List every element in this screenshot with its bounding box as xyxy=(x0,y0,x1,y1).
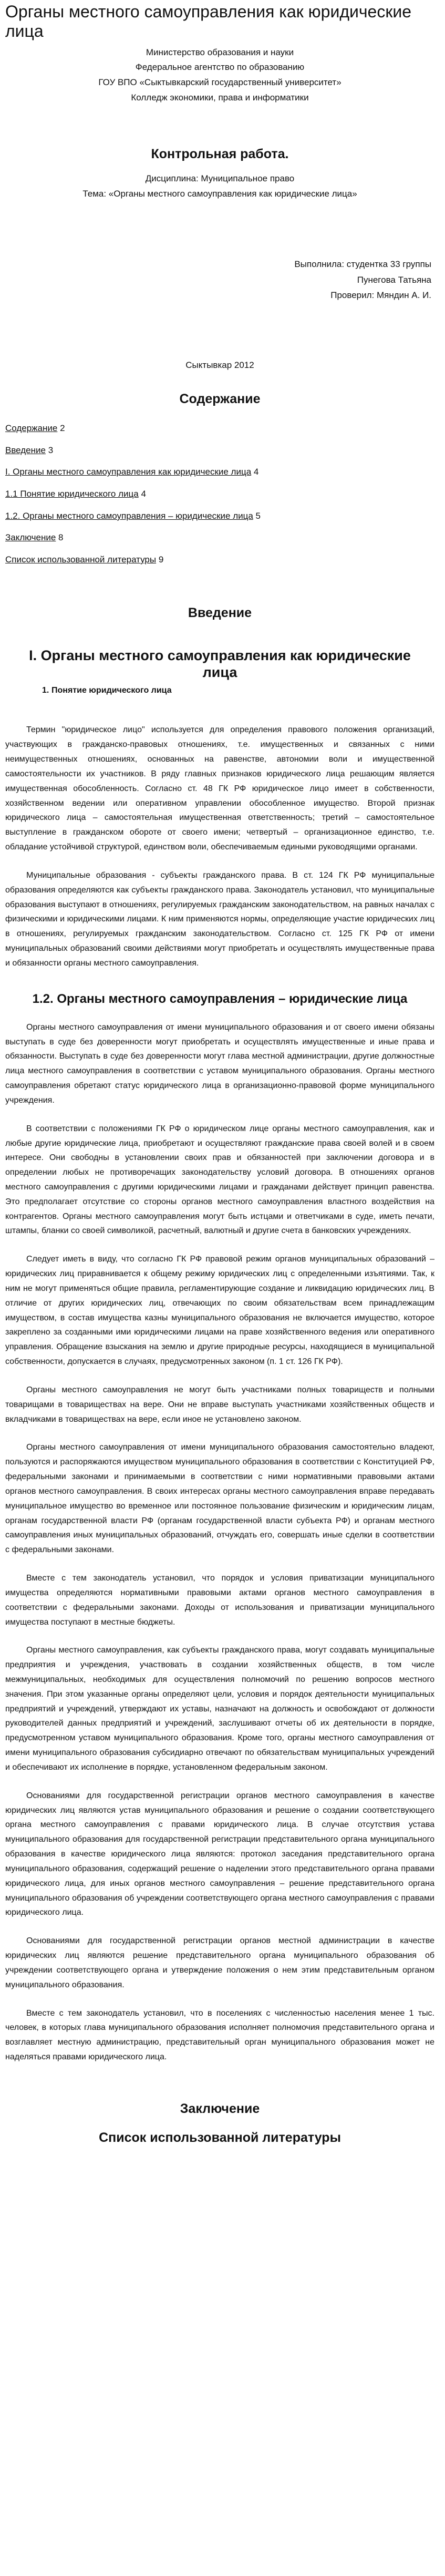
paragraph: Вместе с тем законодатель установил, что в поселениях с численностью населения менее 1 тыс. человек, в которых глава муниципального образования исполняет полномочия представительного органа и возглавляет местную администрацию, представительный орган муниципального образования может не наделяться правами юридического лица. xyxy=(5,2008,434,2062)
section-1-1-number: 1. xyxy=(42,686,49,695)
paragraph: Органы местного самоуправления не могут быть участниками полных товариществ и полными товарищами в товариществах на вере. Они не вправе выступать участниками хозяйственных обществ и вкладчиками в товариществах на вере, если иное не установлено законом. xyxy=(5,1385,434,1424)
toc-page: 2 xyxy=(57,423,65,434)
paragraph: В соответствии с положениями ГК РФ о юридическом лице органы местного самоуправления, как и любые другие юридические лица, приобретают и осуществляют гражданские права своей волей и в своем интересе. Они свободны в установлении своих прав и обязанностей при заключении договора и в определении любых не противоречащих законодательству условий договора. В отношениях органов местного самоуправления с другими юридическими лицами и гражданами действует принцип равенства. Это предполагает отсутствие со стороны органов местного самоуправления властного воздействия на контрагентов. Органы местного самоуправления могут быть истцами и ответчиками в суде, иметь печати, штампы, бланки со своей символикой, расчетный, валютный и другие счета в банковских учреждениях. xyxy=(5,1124,434,1236)
paragraph: Термин "юридическое лицо" используется для определения правового положения организаций, участвующих в гражданско-правовых отношениях, т.е. имущественных и связанных с ними неимущественных отношениях, основанных на равенстве, автономии воли и имущественной самостоятельности их участников. В ряду главных признаков юридического лица решающим является имущественная обособленность. Согласно ст. 48 ГК РФ юридическое лицо имеет в собственности, хозяйственном ведении или оперативном управлении обособленное имущество. Второй признак юридического лица – самостоятельная имущественная ответственность; третий – самостоятельное выступление в гражданском обороте от своего имени; четвертый – организационное единство, т.е. обладание устойчивой структурой, единством воли, обеспечиваемым едиными руководящими органами. xyxy=(5,725,434,852)
literature-heading: Список использованной литературы xyxy=(99,2130,341,2145)
toc-link[interactable]: Содержание xyxy=(5,423,58,434)
conclusion-heading: Заключение xyxy=(180,2101,260,2116)
toc-entry xyxy=(5,439,434,461)
toc-link[interactable]: Заключение xyxy=(5,532,56,543)
cover-line-agency: Федеральное агентство по образованию xyxy=(135,62,305,73)
toc-link[interactable]: Введение xyxy=(5,445,46,455)
toc-link[interactable]: Список использованной литературы xyxy=(5,555,157,565)
cover-executor xyxy=(5,256,434,303)
cover-city-year: Сыктывкар 2012 xyxy=(185,360,254,371)
intro-heading: Введение xyxy=(188,605,252,620)
section-1-2-body xyxy=(5,1020,434,2065)
paragraph: Органы местного самоуправления от имени муниципального образования самостоятельно владеют, пользуются и распоряжаются имуществом муниципального образования в соответствии с Конституцией РФ, федеральными законами и принимаемыми в соответствии с ними нормативными правовыми актами органов местного самоуправления. В своих интересах органы местного самоуправления вправе передавать муниципальное имущество во временное или постоянное пользование физическим и юридическим лицам, органам государственной власти РФ (органам государственной власти субъекта РФ) и органам местного самоуправления иных муниципальных образований, отчуждать его, совершать иные сделки в соответствии с федеральными законами. xyxy=(5,1443,434,1555)
table-of-contents xyxy=(5,417,434,570)
section-1-1-body xyxy=(5,723,434,970)
toc-link[interactable]: I. Органы местного самоуправления как юридические лица xyxy=(5,467,252,477)
chapter-1-heading: I. Органы местного самоуправления как юридические лица xyxy=(29,647,411,681)
section-1-1-title: Понятие юридического лица xyxy=(51,686,172,695)
document-title: Органы местного самоуправления как юридические лица xyxy=(5,2,411,40)
cover-topic: Тема: «Органы местного самоуправления как юридические лица» xyxy=(82,189,357,199)
paragraph: Органы местного самоуправления, как субъекты гражданского права, могут создавать муниципальные предприятия и учреждения, участвовать в создании хозяйственных обществ, в том числе межмуниципальных, необходимых для осуществления полномочий по решению вопросов местного значения. При этом указанные органы определяют цели, условия и порядок деятельности муниципальных предприятий и учреждений, утверждают их уставы, назначают на должность и освобождают от должности руководителей данных предприятий и учреждений, заслушивают отчеты об их деятельности в порядке, предусмотренном уставом муниципального образования. Кроме того, органы местного самоуправления от имени муниципального образования субсидиарно отвечают по обязательствам муниципальных учреждений и обеспечивают их исполнение в порядке, установленном федеральным законом. xyxy=(5,1646,434,1772)
paragraph: Основаниями для государственной регистрации органов местной администрации в качестве юридических лиц являются решение представительного органа муниципального образования об учреждении соответствующего органа и утверждение положения о нем этим представительным органом муниципального образования. xyxy=(5,1936,434,1989)
toc-page: 4 xyxy=(251,467,259,477)
toc-entry xyxy=(5,527,434,549)
toc-title: Содержание xyxy=(179,392,261,407)
toc-entry xyxy=(5,483,434,505)
cover-discipline: Дисциплина: Муниципальное право xyxy=(145,173,295,184)
paragraph: Вместе с тем законодатель установил, что порядок и условия приватизации муниципального имущества определяются нормативными правовыми актами органов местного самоуправления в соответствии с федеральными законами. Доходы от использования и приватизации муниципального имущества поступают в местные бюджеты. xyxy=(5,1574,434,1627)
cover-executor-name: Пунегова Татьяна xyxy=(357,274,431,285)
section-1-2-heading: 1.2. Органы местного самоуправления – юридические лица xyxy=(32,991,408,1006)
cover-executor-checker: Проверил: Мяндин А. И. xyxy=(330,290,431,301)
section-1-1-heading xyxy=(42,686,434,695)
toc-entry xyxy=(5,461,434,483)
cover-line-ministry: Министерство образования и науки xyxy=(146,47,294,57)
toc-entry xyxy=(5,417,434,439)
paragraph: Муниципальные образования - субъекты гражданского права. В ст. 124 ГК РФ муниципальные образования определяются как субъекты гражданского права. Законодатель установил, что муниципальные образования выступают в отношениях, регулируемых гражданским законодательством, на равных началах с физическими и юридическими лицами. К ним применяются нормы, определяющие участие юридических лиц в отношениях, регулируемых гражданским законодательством. Согласно ст. 125 ГК РФ от имени муниципальных образований своими действиями могут приобретать и осуществлять имущественные права и обязанности органы местного самоуправления. xyxy=(5,870,434,968)
paragraph: Органы местного самоуправления от имени муниципального образования и от своего имени обязаны выступать в суде без доверенности могут приобретать и осуществлять имущественные и иные права и обязанности. Выступать в суде без доверенности могут глава местной администрации, другие должностные лица местного самоуправления в соответствии с уставом муниципального образования. Органы местного самоуправления обретают статус юридического лица в организационно-правовой форме муниципального учреждения. xyxy=(5,1022,434,1105)
cover-line-university: ГОУ ВПО «Сыктывкарский государственный университет» xyxy=(98,77,341,88)
cover-line-college: Колледж экономики, права и информатики xyxy=(131,93,309,103)
cover-meta xyxy=(5,171,434,202)
paragraph: Следует иметь в виду, что согласно ГК РФ правовой режим органов муниципальных образований – юридических лиц приравнивается к общему режиму юридических лиц с определенными изъятиями. Так, к ним не могут применяться общие правила, регламентирующие создание и ликвидацию юридических лиц. В отличие от других юридических лиц, отвечающих по своим обязательствам всем принадлежащим имуществом, в состав имущества казны муниципального образования не включается имущество, которое закреплено за созданными ими юридическими лицами на праве хозяйственного ведения или оперативного управления. Обращение взыскания на землю и другие природные ресурсы, находящиеся в муниципальной собственности, допускается в случаях, предусмотренных законом (п. 1 ст. 126 ГК РФ). xyxy=(5,1255,434,1367)
cover-executor-student: Выполнила: студентка 33 группы xyxy=(294,259,431,269)
toc-page: 5 xyxy=(253,510,261,521)
toc-entry xyxy=(5,549,434,571)
toc-page: 9 xyxy=(156,555,164,565)
toc-page: 4 xyxy=(138,489,146,499)
cover-heading: Контрольная работа. xyxy=(151,147,289,162)
cover-institution xyxy=(5,45,434,106)
toc-link[interactable]: 1.2. Органы местного самоуправления – юридические лица xyxy=(5,510,253,521)
toc-entry xyxy=(5,505,434,527)
toc-page: 3 xyxy=(45,445,54,455)
toc-link[interactable]: 1.1 Понятие юридического лица xyxy=(5,489,139,499)
paragraph: Основаниями для государственной регистрации органов местного самоуправления в качестве юридических лиц являются устав муниципального образования и решение о создании соответствующего органа местного самоуправления с правами юридического лица. В случае отсутствия устава муниципального образования для государственной регистрации представительного органа муниципального образования в качестве юридического лица являются: протокол заседания представительного органа муниципального образования, содержащий решение о наделении этого представительного органа правами юридического лица, для иных органов местного самоуправления – решение представительного органа муниципального образования об учреждении соответствующего органа местного самоуправления с правами юридического лица. xyxy=(5,1791,434,1917)
toc-page: 8 xyxy=(56,532,64,543)
